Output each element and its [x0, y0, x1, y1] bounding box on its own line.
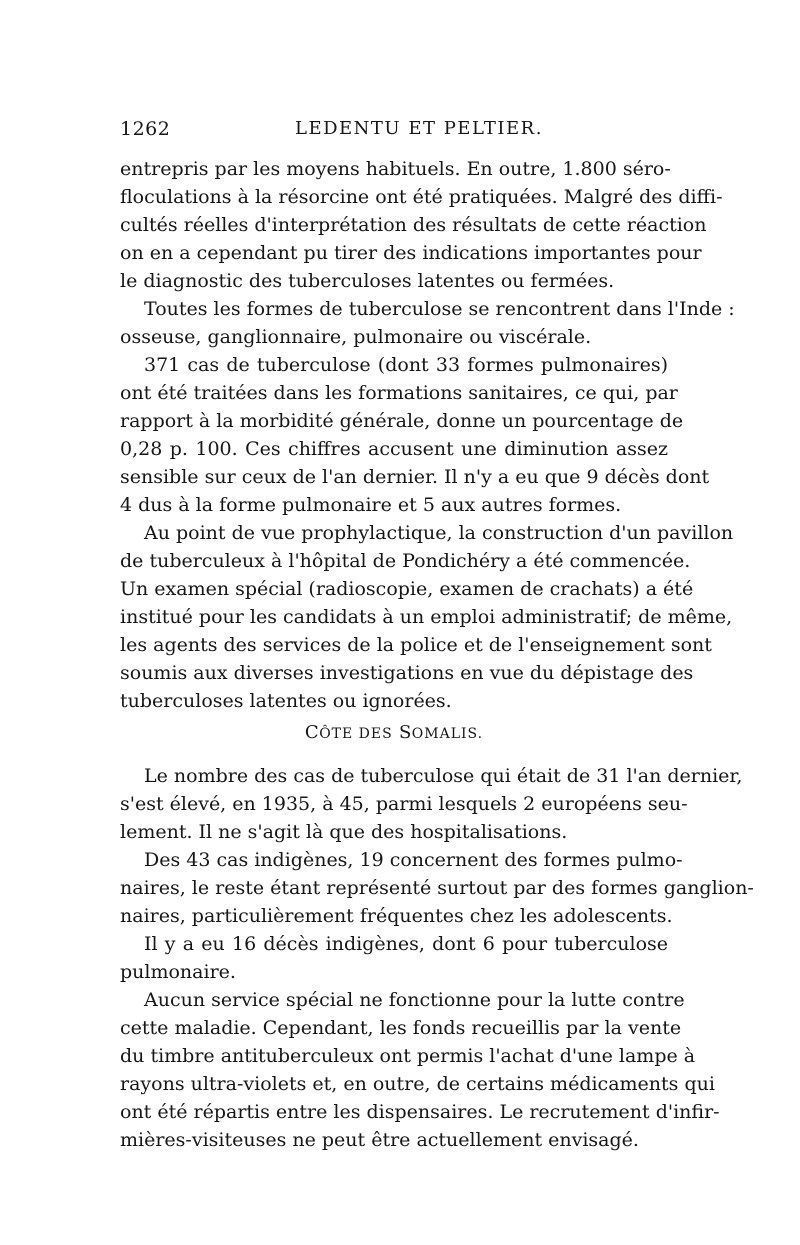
text-line: de tuberculeux à l'hôpital de Pondichéry a été commencée. — [120, 550, 691, 572]
text-line: floculations à la résorcine ont été pratiquées. Malgré des diffi- — [120, 186, 723, 208]
text-line: entrepris par les moyens habituels. En outre, 1.800 séro- — [120, 158, 671, 180]
text-line: Au point de vue prophylactique, la construction d'un pavillon — [144, 522, 734, 544]
text-line: tuberculoses latentes ou ignorées. — [120, 690, 452, 712]
heading-initial: S — [398, 722, 412, 743]
text-line: soumis aux diverses investigations en vue du dépistage des — [120, 662, 694, 684]
text-line: 4 dus à la forme pulmonaire et 5 aux autres formes. — [120, 494, 622, 516]
page-number: 1262 — [120, 118, 171, 140]
text-line: mières-visiteuses ne peut être actuellement envisagé. — [120, 1129, 639, 1151]
text-line: le diagnostic des tuberculoses latentes ou fermées. — [120, 270, 615, 292]
heading-smallcaps: OMALIS. — [411, 726, 484, 742]
text-line: rayons ultra-violets et, en outre, de certains médicaments qui — [120, 1073, 715, 1095]
section-heading — [120, 719, 668, 747]
text-line: les agents des services de la police et de l'enseignement sont — [120, 634, 712, 656]
text-line: Il y a eu 16 décès indigènes, dont 6 pour tuberculose — [144, 933, 668, 955]
paragraph-block-inde — [120, 155, 735, 715]
text-line: 0,28 p. 100. Ces chiffres accusent une diminution assez — [120, 438, 668, 460]
heading-smallcaps: ÔTE DES — [319, 726, 393, 742]
text-line: ont été traitées dans les formations sanitaires, ce qui, par — [120, 382, 678, 404]
text-line: on en a cependant pu tirer des indications importantes pour — [120, 242, 702, 264]
paragraph-block-somalis — [120, 762, 754, 1154]
text-line: lement. Il ne s'agit là que des hospitalisations. — [120, 821, 568, 843]
text-line: Des 43 cas indigènes, 19 concernent des formes pulmo- — [144, 849, 683, 871]
text-line: cette maladie. Cependant, les fonds recueillis par la vente — [120, 1017, 682, 1039]
text-line: s'est élevé, en 1935, à 45, parmi lesquels 2 européens seu- — [120, 793, 688, 815]
text-line: cultés réelles d'interprétation des résultats de cette réaction — [120, 214, 707, 236]
page-header — [120, 118, 668, 148]
text-line: pulmonaire. — [120, 961, 236, 983]
text-line: naires, particulièrement fréquentes chez les adolescents. — [120, 905, 673, 927]
text-line: Aucun service spécial ne fonctionne pour la lutte contre — [144, 989, 685, 1011]
heading-initial: C — [304, 722, 320, 743]
text-line: osseuse, ganglionnaire, pulmonaire ou viscérale. — [120, 326, 592, 348]
text-line: naires, le reste étant représenté surtout par des formes ganglion- — [120, 877, 754, 899]
text-line: rapport à la morbidité générale, donne un pourcentage de — [120, 410, 684, 432]
text-line: ont été répartis entre les dispensaires. Le recrutement d'infir- — [120, 1101, 720, 1123]
running-head: LEDENTU ET PELTIER. — [295, 118, 543, 139]
text-line: 371 cas de tuberculose (dont 33 formes pulmonaires) — [144, 354, 668, 376]
text-line: Le nombre des cas de tuberculose qui était de 31 l'an dernier, — [144, 765, 743, 787]
text-line: du timbre antituberculeux ont permis l'achat d'une lampe à — [120, 1045, 696, 1067]
text-line: institué pour les candidats à un emploi administratif; de même, — [120, 606, 733, 628]
text-line: Un examen spécial (radioscopie, examen de crachats) a été — [120, 578, 694, 600]
text-line: Toutes les formes de tuberculose se rencontrent dans l'Inde : — [144, 298, 735, 320]
text-line: sensible sur ceux de l'an dernier. Il n'y a eu que 9 décès dont — [120, 466, 710, 488]
